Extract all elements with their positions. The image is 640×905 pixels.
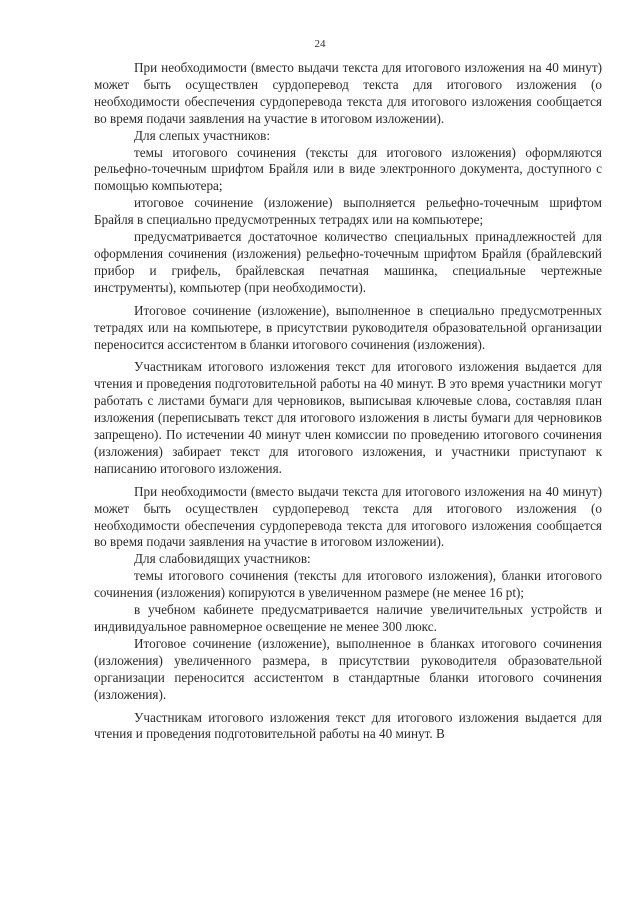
document-body: [94, 60, 602, 743]
paragraph-blind-writing: итоговое сочинение (изложение) выполняется рельефно-точечным шрифтом Брайля в специально предусмотренных тетрадях или на компьютере;: [94, 195, 602, 228]
paragraph-preparation-2: Участникам итогового изложения текст для итогового изложения выдается для чтения и проведения подготовительной работы на 40 минут. В: [94, 709, 602, 742]
page-number: 24: [314, 38, 326, 50]
paragraph-blind-supplies: предусматривается достаточное количество специальных принадлежностей для оформления сочинения (изложения) рельефно-точечным шрифтом Брайля (брайлевский прибор и грифель, брайлевская печатная машинка, специальные чертежные инструменты), компьютер (при необходимости).: [94, 229, 602, 295]
paragraph-sign-language-1: При необходимости (вместо выдачи текста для итогового изложения на 40 минут) может быть осуществлен сурдоперевод текста для итогового изложения (о необходимости обеспечения сурдоперевода текста для итогового изложения сообщается во время подачи заявления на участие в итоговом изложении).: [94, 60, 602, 126]
paragraph-preparation-1: Участникам итогового изложения текст для итогового изложения выдается для чтения и проведения подготовительной работы на 40 минут. В это время участники могут работать с листами бумаги для черновиков, выписывая ключевые слова, составляя план изложения (переписывать текст для итогового изложения в листы бумаги для черновиков запрещено). По истечении 40 минут член комиссии по проведению итогового сочинения (изложения) забирает текст для итогового изложения, и участники приступают к написанию итогового изложения.: [94, 359, 602, 476]
paragraph-low-vision-devices: в учебном кабинете предусматривается наличие увеличительных устройств и индивидуальное равномерное освещение не менее 300 люкс.: [94, 602, 602, 634]
paragraph-low-vision-heading: Для слабовидящих участников:: [134, 551, 311, 567]
paragraph-sign-language-2: При необходимости (вместо выдачи текста для итогового изложения на 40 минут) может быть осуществлен сурдоперевод текста для итогового изложения (о необходимости обеспечения сурдоперевода текста для итогового изложения сообщается во время подачи заявления на участие в итоговом изложении).: [94, 483, 602, 550]
paragraph-blind-transfer: Итоговое сочинение (изложение), выполненное в специально предусмотренных тетрадях или на компьютере, в присутствии руководителя образовательной организации переносится ассистентом в бланки итогового сочинения (изложения).: [94, 302, 602, 352]
paragraph-blind-topics: темы итогового сочинения (тексты для итогового изложения) оформляются рельефно-точечным шрифтом Брайля или в виде электронного документа, доступного с помощью компьютера;: [94, 144, 602, 194]
paragraph-low-vision-copies: темы итогового сочинения (тексты для итогового изложения), бланки итогового сочинения (изложения) копируются в увеличенном размере (не менее 16 pt);: [94, 568, 602, 601]
paragraph-blind-heading: Для слепых участников:: [134, 127, 271, 143]
paragraph-low-vision-transfer: Итоговое сочинение (изложение), выполненное в бланках итогового сочинения (изложения) увеличенного размера, в присутствии руководителя образовательной организации переносится ассистентом в стандартные бланки итогового сочинения (изложения).: [94, 635, 602, 702]
